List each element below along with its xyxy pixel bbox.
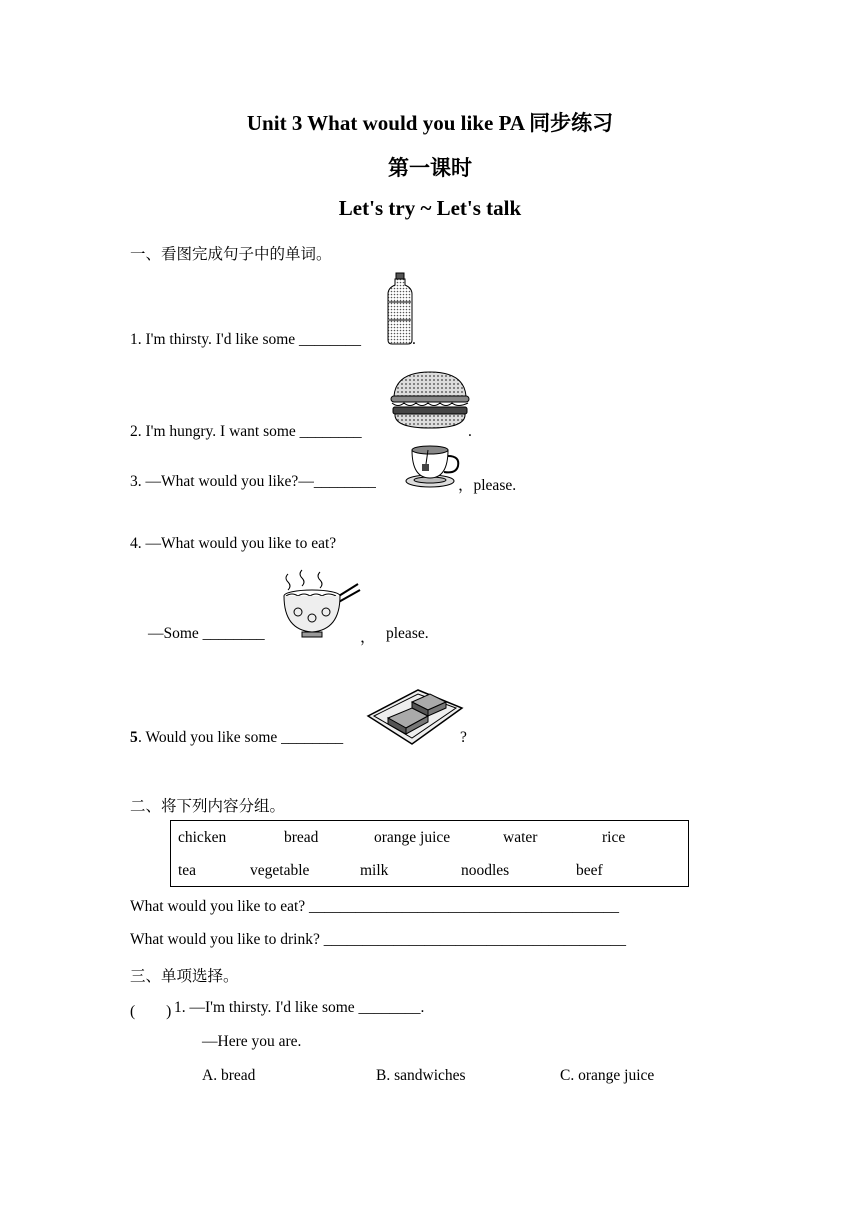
word-beef: beef — [576, 862, 603, 879]
option-a: A. bread — [202, 1067, 256, 1084]
q1-text: 1. I'm thirsty. I'd like some ________ — [130, 331, 362, 348]
eat-question: What would you like to eat? ________________________________________ — [130, 898, 620, 915]
word-tea: tea — [178, 862, 197, 879]
hamburger-icon — [388, 370, 472, 432]
q5-num: 5 — [130, 729, 138, 746]
word-orange-juice: orange juice — [374, 829, 451, 846]
noodles-bowl-icon — [278, 568, 362, 640]
word-bread: bread — [284, 829, 319, 846]
page-title: Unit 3 What would you like PA 同步练习 — [246, 111, 614, 135]
tea-cup-icon — [404, 444, 462, 490]
q2-end: . — [468, 423, 472, 440]
word-water: water — [503, 829, 538, 846]
page-subtitle: Let's try ~ Let's talk — [338, 196, 522, 220]
q4-end: please. — [386, 625, 429, 642]
answer-paren: ( ) — [130, 1003, 172, 1020]
q2-text: 2. I'm hungry. I want some ________ — [130, 423, 362, 440]
word-vegetable: vegetable — [250, 862, 310, 879]
section3-heading: 三、单项选择。 — [130, 968, 239, 985]
word-rice: rice — [602, 829, 626, 846]
word-milk: milk — [360, 862, 389, 879]
section2-heading: 二、将下列内容分组。 — [130, 798, 286, 815]
q3-text: 3. —What would you like?—________ — [130, 473, 376, 490]
mc-q1-text: 1. —I'm thirsty. I'd like some ________. — [174, 999, 425, 1016]
word-noodles: noodles — [461, 862, 510, 879]
drink-question: What would you like to drink? _______________________________________ — [130, 931, 626, 948]
q1-end: . — [412, 331, 416, 348]
sandwich-plate-icon — [366, 686, 464, 748]
section1-heading: 一、看图完成句子中的单词。 — [130, 246, 332, 263]
q5-text: . Would you like some ________ — [138, 729, 344, 746]
q3-end: ，please. — [458, 477, 517, 494]
q4-answer: —Some ________ — [148, 625, 265, 642]
option-b: B. sandwiches — [376, 1067, 466, 1084]
option-c: C. orange juice — [560, 1067, 655, 1084]
q4-comma: ， — [360, 629, 376, 646]
q5-end: ? — [460, 729, 467, 746]
water-bottle-icon — [384, 272, 416, 346]
q4-question: 4. —What would you like to eat? — [130, 535, 337, 552]
word-chicken: chicken — [178, 829, 227, 846]
mc-q1-reply: —Here you are. — [202, 1033, 302, 1050]
lesson-title: 第一课时 — [388, 156, 472, 180]
